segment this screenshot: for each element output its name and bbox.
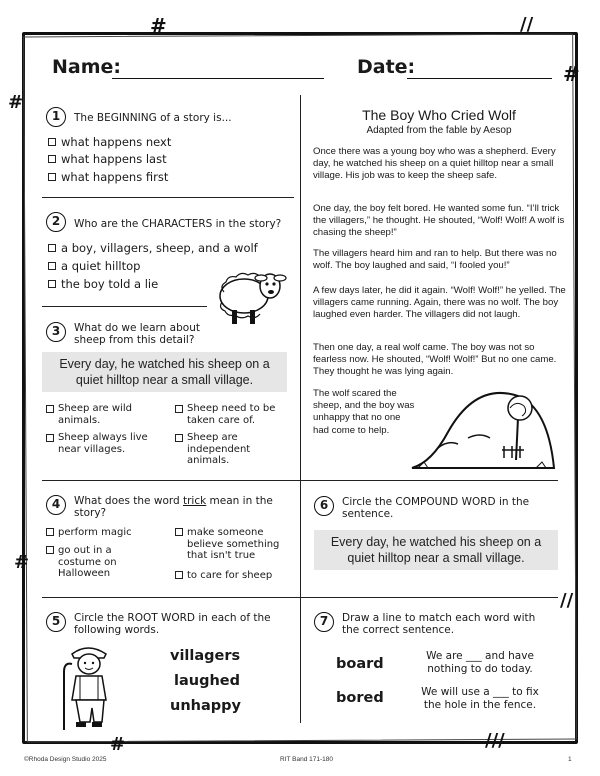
corner-scribble: // [560,590,574,611]
question-number: 3 [46,322,66,342]
match-sentence[interactable]: We are ___ and have nothing to do today. [426,650,534,675]
compound-word-sentence[interactable]: Every day, he watched his sheep on a quiet hilltop near a small village. [314,530,558,570]
question-prompt: The BEGINNING of a story is... [74,112,232,124]
question-prompt: What does the word trick mean in the [74,495,273,507]
section-divider [42,480,558,481]
copyright-footer: ©Rhoda Design Studio 2025 [24,756,107,763]
root-word-item[interactable]: villagers [170,648,241,664]
checkbox[interactable] [46,434,54,442]
checkbox[interactable] [48,155,56,163]
name-label: Name: [52,56,122,78]
answer-option[interactable]: perform magic [58,527,132,538]
question-number: 2 [46,212,66,232]
section-divider [42,197,294,198]
checkbox[interactable] [48,138,56,146]
answer-option[interactable]: what happens last [48,153,167,166]
answer-option[interactable]: what happens next [48,136,171,149]
corner-scribble: # [14,552,30,573]
question-prompt: sheep from this detail? [74,334,195,346]
corner-scribble: // [520,14,534,35]
answer-option[interactable]: a boy, villagers, sheep, and a wolf [48,242,258,255]
question-prompt: following words. [74,624,160,636]
root-word-item[interactable]: unhappy [170,698,241,714]
story-paragraph: The villagers heard him and ran to help. But there was no wolf. The boy laughed and said, “I fooled you!” [313,248,557,272]
question-number: 7 [314,612,334,632]
question-prompt: Circle the ROOT WORD in each of the [74,612,271,624]
checkbox[interactable] [48,173,56,181]
answer-option[interactable]: Sheep need to be taken care of. [187,403,276,426]
corner-scribble: # [563,62,580,86]
question-prompt: sentence. [342,508,394,520]
story-paragraph: A few days later, he did it again. “Wolf! Wolf!” he yelled. The villagers came running. Again, there was no wolf. The boy laughed even harder. The villagers did not laugh. [313,285,566,321]
corner-scribble: /// [485,730,505,751]
checkbox[interactable] [175,405,183,413]
question-prompt: Who are the CHARACTERS in the story? [74,218,282,230]
story-detail-box: Every day, he watched his sheep on a quiet hilltop near a small village. [42,352,287,392]
story-subtitle: Adapted from the fable by Aesop [366,125,512,136]
checkbox[interactable] [48,262,56,270]
corner-scribble: # [150,14,167,38]
checkbox[interactable] [46,405,54,413]
answer-option[interactable]: go out in a costume on Halloween [58,545,117,579]
checkbox[interactable] [48,280,56,288]
question-prompt: story? [74,507,107,519]
column-divider [300,95,301,723]
answer-option[interactable]: a quiet hilltop [48,260,140,273]
question-prompt: the correct sentence. [342,624,455,636]
story-title: The Boy Who Cried Wolf [362,107,516,123]
question-number: 4 [46,495,66,515]
answer-option[interactable]: make someone believe something that isn't true [187,527,280,561]
answer-option[interactable]: Sheep are wild animals. [58,403,132,426]
match-sentence[interactable]: We will use a ___ to fix the hole in the fence. [421,686,539,711]
checkbox[interactable] [48,244,56,252]
worksheet-header [52,54,552,84]
question-prompt: Draw a line to match each word with [342,612,536,624]
answer-option[interactable]: Sheep always live near villages. [58,432,148,455]
story-paragraph: The wolf scared the sheep, and the boy was unhappy that no one had come to help. [313,388,415,436]
section-divider [42,306,207,307]
checkbox[interactable] [175,434,183,442]
band-footer: RIT Band 171-180 [280,756,333,763]
hill-illustration [408,378,558,474]
question-number: 5 [46,612,66,632]
checkbox[interactable] [46,528,54,536]
checkbox[interactable] [175,571,183,579]
story-paragraph: One day, the boy felt bored. He wanted some fun. “I’ll trick the villagers,” he thought. He shouted, “Wolf! Wolf! A wolf is chasing the sheep!” [313,203,565,239]
answer-option[interactable]: Sheep are independent animals. [187,432,251,466]
match-word[interactable]: bored [336,690,384,706]
date-label: Date: [357,56,416,78]
story-paragraph: Then one day, a real wolf came. The boy was not so fearless now. He shouted, “Wolf! Wolf!” But no one came. They thought he was lying again. [313,342,557,378]
corner-scribble: # [8,92,24,113]
shepherd-boy-illustration [58,640,124,732]
match-word[interactable]: board [336,656,384,672]
answer-option[interactable]: to care for sheep [187,570,273,581]
underlined-word: trick [183,495,207,507]
question-number: 6 [314,496,334,516]
checkbox[interactable] [175,528,183,536]
story-paragraph: Once there was a young boy who was a shepherd. Every day, he watched his sheep on a quiet hilltop near a small village. His job was to keep the sheep safe. [313,146,556,182]
checkbox[interactable] [46,546,54,554]
section-divider [42,597,558,598]
name-line[interactable] [112,78,324,79]
sheep-illustration [214,262,288,330]
answer-option[interactable]: the boy told a lie [48,278,158,291]
question-prompt: What do we learn about [74,322,200,334]
question-prompt: Circle the COMPOUND WORD in the [342,496,530,508]
date-line[interactable] [407,78,552,79]
question-number: 1 [46,107,66,127]
root-word-item[interactable]: laughed [174,673,240,689]
corner-scribble: # [110,734,126,755]
answer-option[interactable]: what happens first [48,171,168,184]
page-number: 1 [568,756,572,763]
